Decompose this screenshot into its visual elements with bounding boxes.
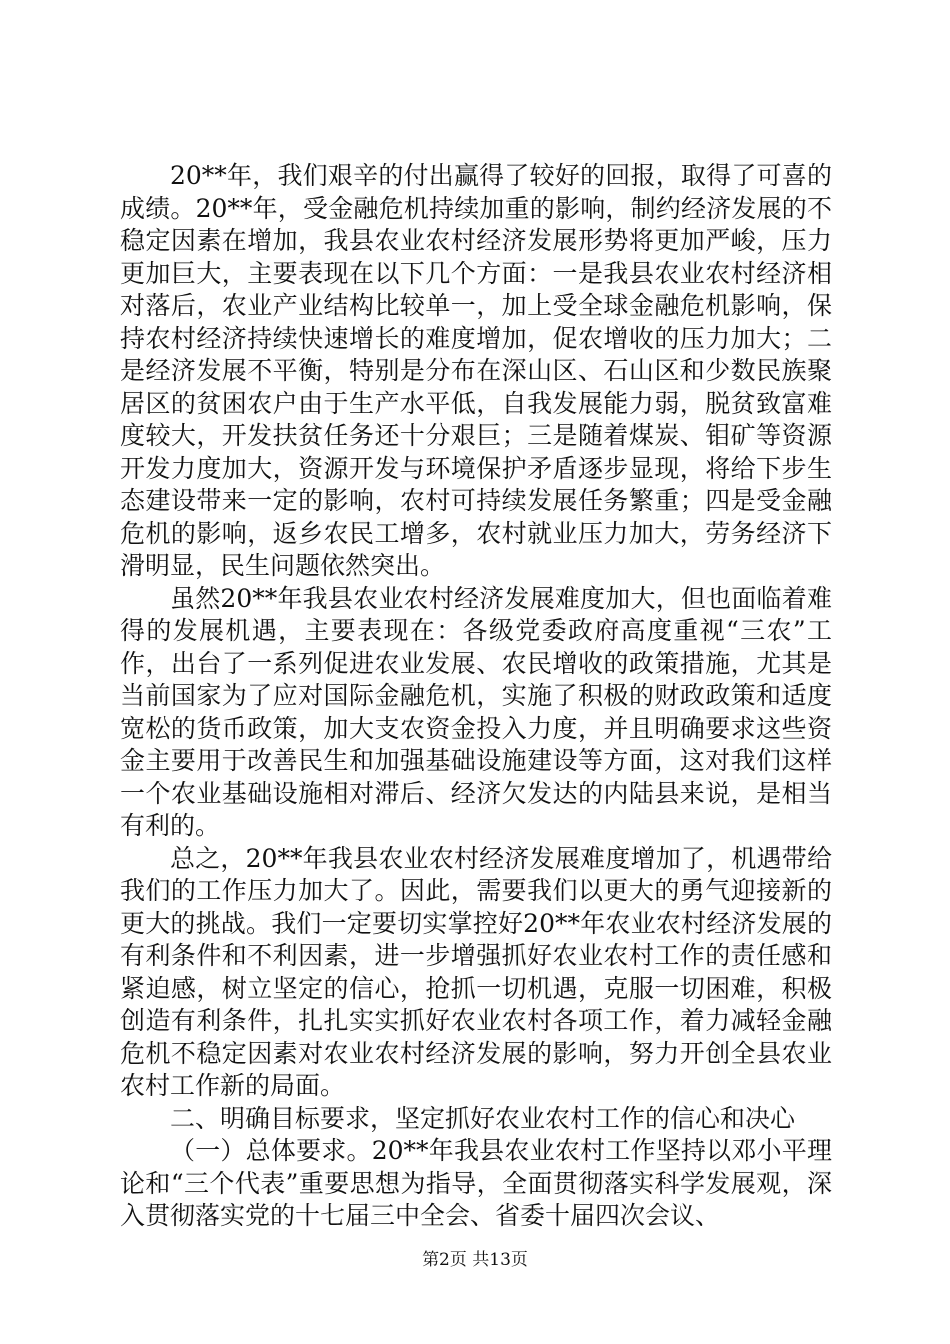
document-body	[120, 160, 832, 1233]
paragraph-overall-requirements: （一）总体要求。20**年我县农业农村工作坚持以邓小平理论和“三个代表”重要思想为指导，全面贯彻落实科学发展观，深入贯彻落实党的十七届三中全会、省委十届四次会议、	[120, 1136, 832, 1230]
paragraph-opportunities: 虽然20**年我县农业农村经济发展难度加大，但也面临着难得的发展机遇，主要表现在：各级党委政府高度重视“三农”工作，出台了一系列促进农业发展、农民增收的政策措施，尤其是当前国家为了应对国际金融危机，实施了积极的财政政策和适度宽松的货币政策，加大支农资金投入力度，并且明确要求这些资金主要用于改善民生和加强基础设施建设等方面，这对我们这样一个农业基础设施相对滞后、经济欠发达的内陆县来说，是相当有利的。	[120, 583, 832, 840]
page-footer: 第2页 共13页	[422, 1250, 528, 1270]
section-heading: 二、明确目标要求，坚定抓好农业农村工作的信心和决心	[170, 1103, 796, 1133]
paragraph-summary: 总之，20**年我县农业农村经济发展难度增加了，机遇带给我们的工作压力加大了。因此，需要我们以更大的勇气迎接新的更大的挑战。我们一定要切实掌控好20**年农业农村经济发展的有利条件和不利因素，进一步增强抓好农业农村工作的责任感和紧迫感，树立坚定的信心，抢抓一切机遇，克服一切困难，积极创造有利条件，扎扎实实抓好农业农村各项工作，着力减轻金融危机不稳定因素对农业农村经济发展的影响，努力开创全县农业农村工作新的局面。	[120, 843, 832, 1100]
paragraph-challenges: 20**年，我们艰辛的付出赢得了较好的回报，取得了可喜的成绩。20**年，受金融危机持续加重的影响，制约经济发展的不稳定因素在增加，我县农业农村经济发展形势将更加严峻，压力更加巨大，主要表现在以下几个方面：一是我县农业农村经济相对落后，农业产业结构比较单一，加上受全球金融危机影响，保持农村经济持续快速增长的难度增加，促农增收的压力加大；二是经济发展不平衡，特别是分布在深山区、石山区和少数民族聚居区的贫困农户由于生产水平低，自我发展能力弱，脱贫致富难度较大，开发扶贫任务还十分艰巨；三是随着煤炭、钼矿等资源开发力度加大，资源开发与环境保护矛盾逐步显现，将给下步生态建设带来一定的影响，农村可持续发展任务繁重；四是受金融危机的影响，返乡农民工增多，农村就业压力加大，劳务经济下滑明显，民生问题依然突出。	[120, 161, 832, 580]
